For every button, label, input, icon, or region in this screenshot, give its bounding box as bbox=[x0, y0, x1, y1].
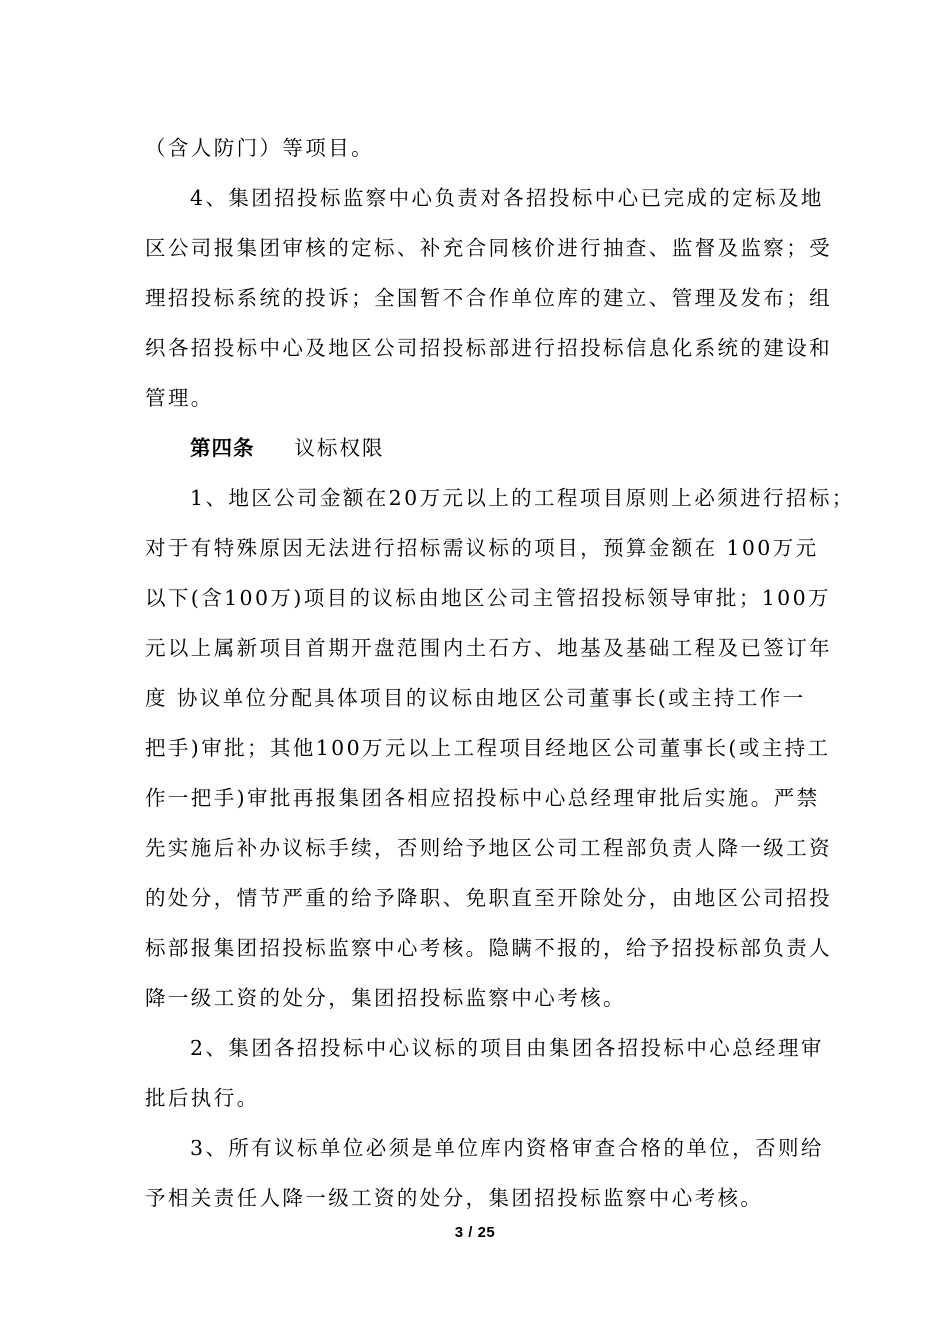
text-line: 4、集团招投标监察中心负责对各招投标中心已完成的定标及地 bbox=[190, 186, 824, 210]
text-line: 度 协议单位分配具体项目的议标由地区公司董事长(或主持工作一 bbox=[145, 686, 806, 710]
page-number: 3 / 25 bbox=[454, 1224, 496, 1241]
text-line: 织各招投标中心及地区公司招投标部进行招投标信息化系统的建设和 bbox=[145, 336, 832, 360]
text-line: 标部报集团招投标监察中心考核。隐瞒不报的，给予招投标部负责人 bbox=[145, 936, 832, 960]
text-line: 的处分，情节严重的给予降职、免职直至开除处分，由地区公司招投 bbox=[145, 886, 832, 910]
text-line: 2、集团各招投标中心议标的项目由集团各招投标中心总经理审 bbox=[190, 1036, 824, 1060]
text-line: 理招投标系统的投诉；全国暂不合作单位库的建立、管理及发布；组 bbox=[145, 286, 832, 310]
text-line: 予相关责任人降一级工资的处分，集团招投标监察中心考核。 bbox=[145, 1186, 764, 1210]
text-line: 以下(含100万)项目的议标由地区公司主管招投标领导审批；100万 bbox=[145, 586, 831, 610]
text-line: 管理。 bbox=[145, 386, 214, 410]
text-line: 对于有特殊原因无法进行招标需议标的项目，预算金额在 100万元 bbox=[145, 536, 819, 560]
section-heading-label: 第四条 bbox=[190, 436, 255, 460]
text-line: 先实施后补办议标手续，否则给予地区公司工程部负责人降一级工资 bbox=[145, 836, 832, 860]
text-line: 3、所有议标单位必须是单位库内资格审查合格的单位，否则给 bbox=[190, 1136, 824, 1160]
text-line: 批后执行。 bbox=[145, 1086, 260, 1110]
text-line: 把手)审批；其他100万元以上工程项目经地区公司董事长(或主持工 bbox=[145, 736, 831, 760]
text-line: 作一把手)审批再报集团各相应招投标中心总经理审批后实施。严禁 bbox=[145, 786, 820, 810]
section-heading bbox=[190, 434, 870, 462]
text-line: 元以上属新项目首期开盘范围内土石方、地基及基础工程及已签订年 bbox=[145, 636, 832, 660]
text-line: 区公司报集团审核的定标、补充合同核价进行抽查、监督及监察；受 bbox=[145, 236, 832, 260]
text-line: 降一级工资的处分，集团招投标监察中心考核。 bbox=[145, 986, 626, 1010]
text-line: 1、地区公司金额在20万元以上的工程项目原则上必须进行招标； bbox=[190, 486, 855, 510]
section-heading-title: 议标权限 bbox=[294, 436, 385, 460]
text-line: （含人防门）等项目。 bbox=[145, 136, 374, 160]
